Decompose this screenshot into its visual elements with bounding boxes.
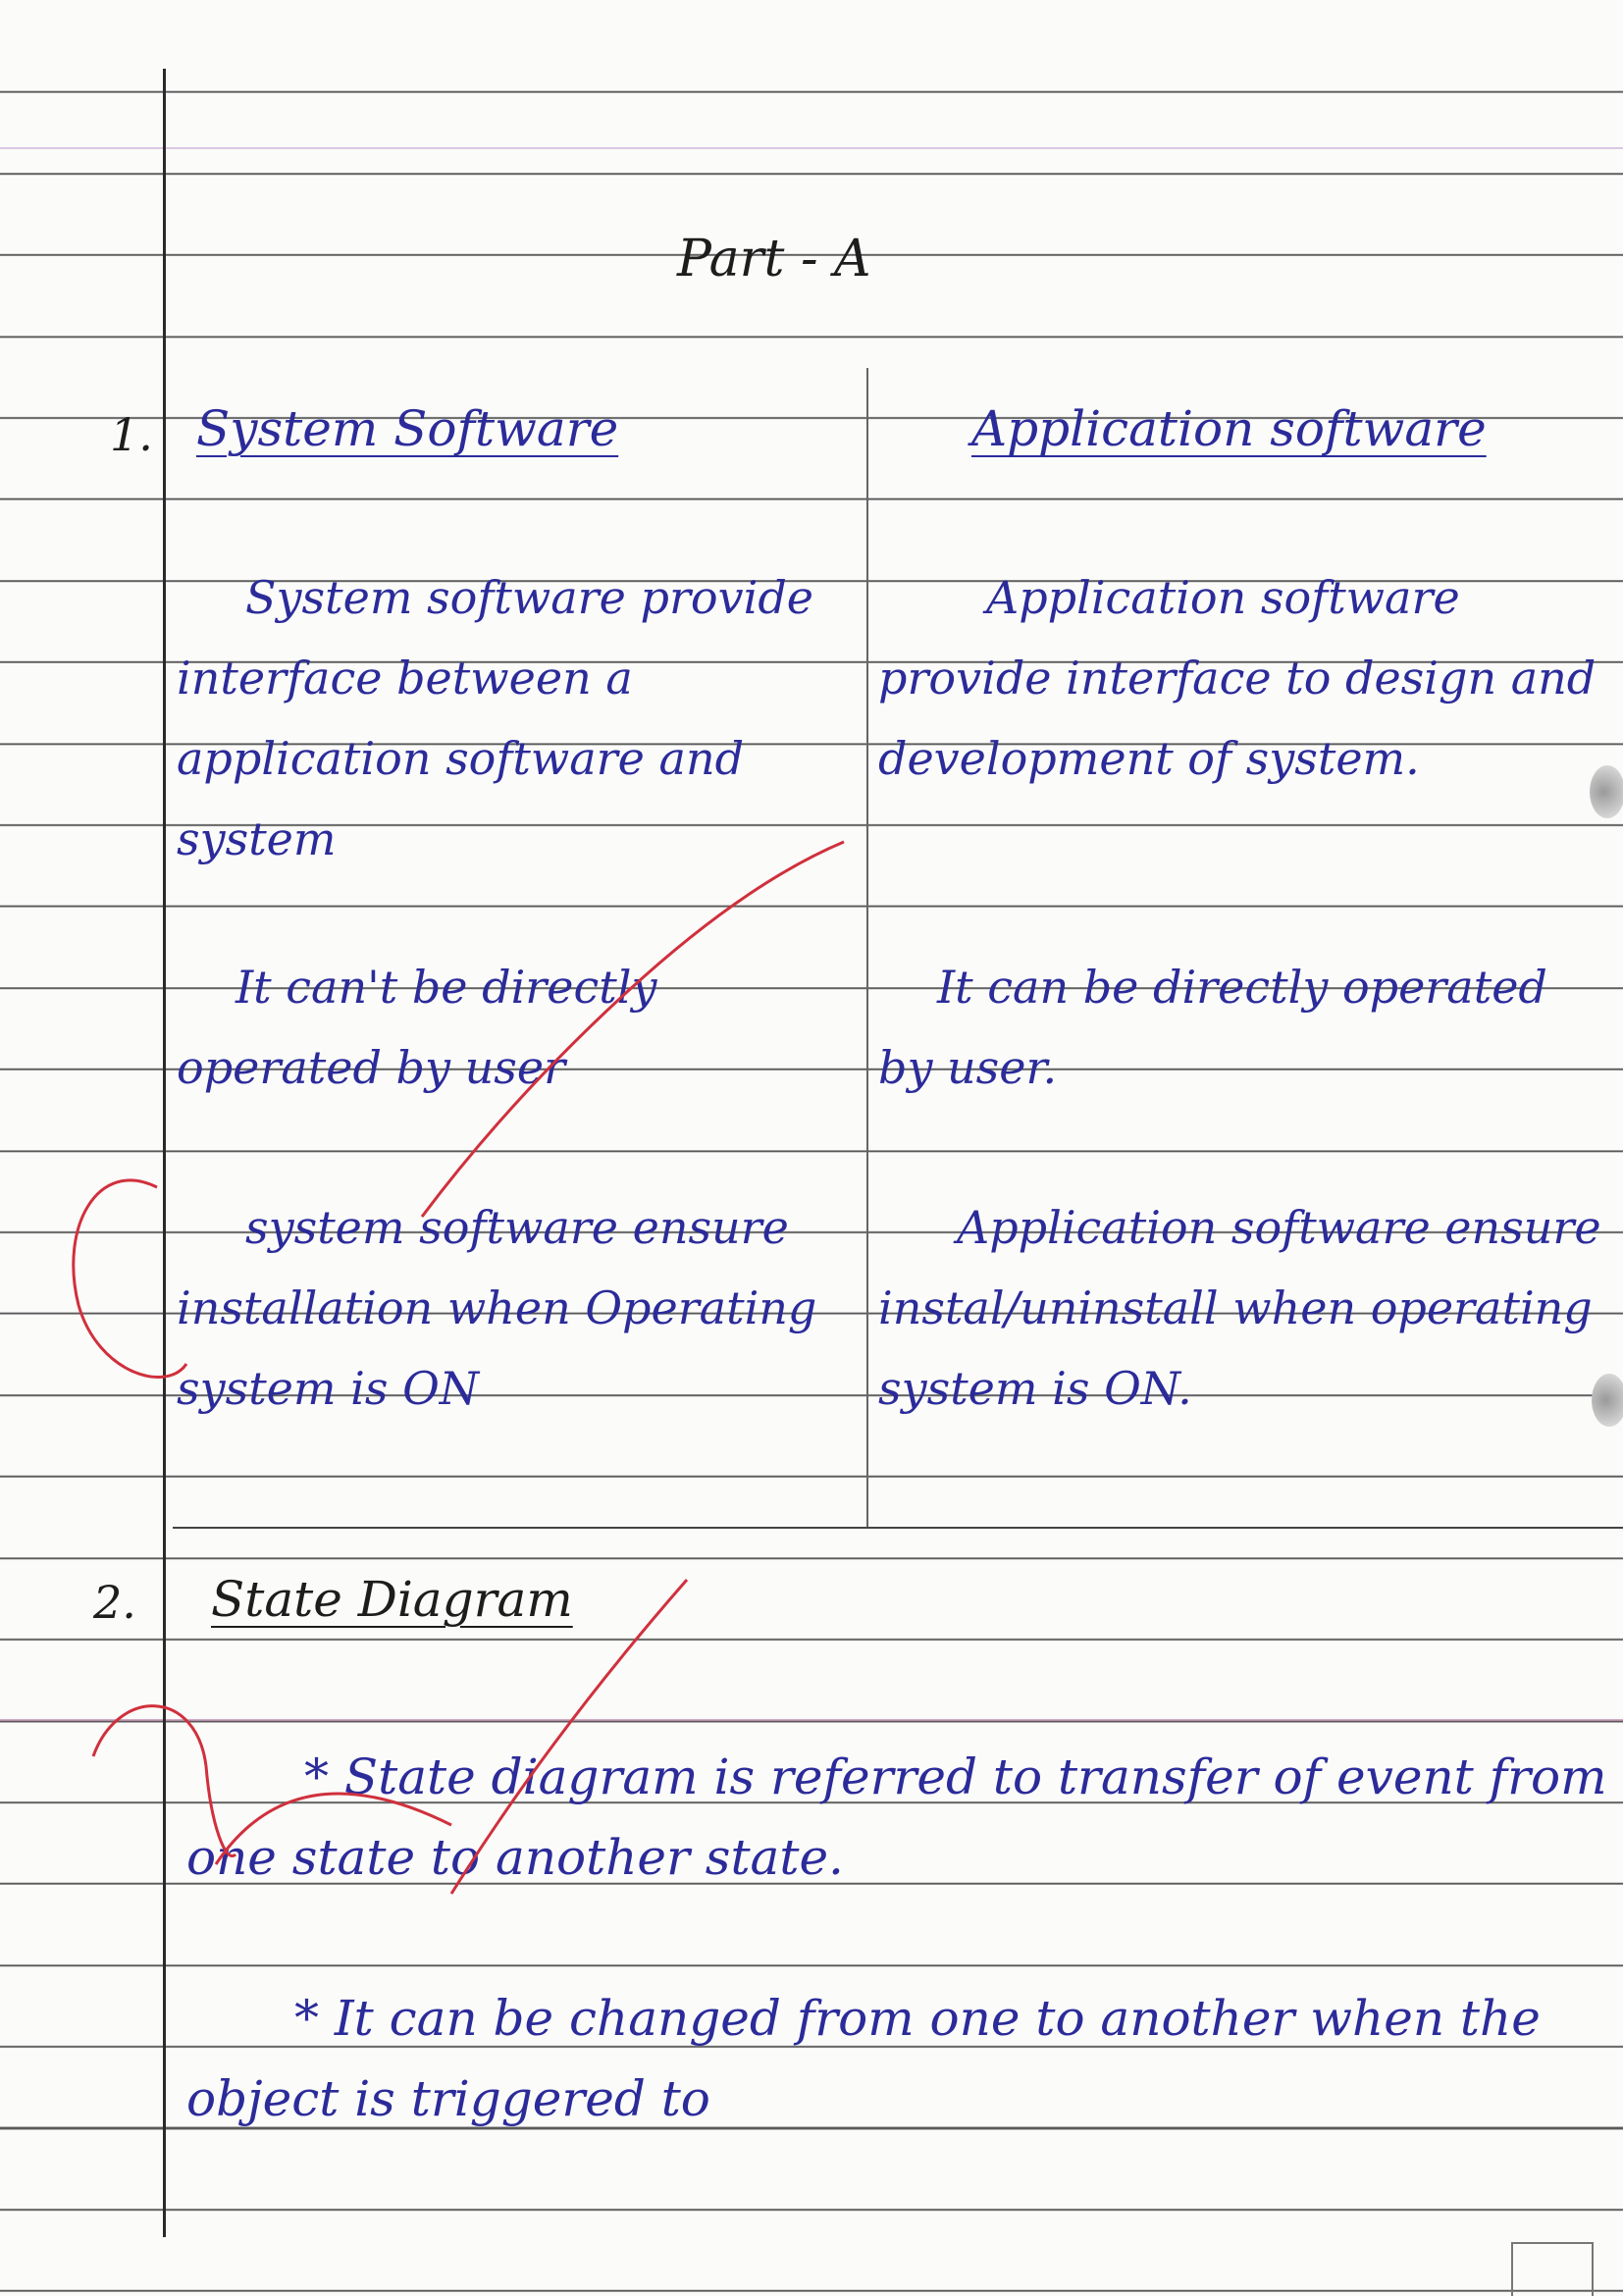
table-cell-left: System software provide interface between a application software and system	[177, 571, 813, 865]
paragraph: * State diagram is referred to transfer of event from one state to another state.	[186, 1748, 1607, 1886]
margin-mark	[74, 1180, 186, 1378]
table-heading-right: Application software	[971, 400, 1487, 457]
table-divider	[866, 368, 868, 1528]
table-heading-left: System Software	[196, 400, 619, 457]
table-cell-right: It can be directly operated by user.	[878, 961, 1547, 1094]
pink-rule	[0, 1719, 1623, 1721]
table-cell-left: It can't be directly operated by user	[177, 961, 657, 1094]
question-number-2: 2.	[93, 1576, 136, 1629]
question-number-1: 1.	[110, 408, 153, 461]
table-bottom-border	[173, 1527, 1623, 1529]
table-cell-right: Application software provide interface to design and development of system.	[878, 571, 1597, 785]
page-title: Part - A	[677, 230, 871, 288]
paragraph: * It can be changed from one to another when the object is triggered to	[186, 1990, 1541, 2127]
section-heading: State Diagram	[211, 1571, 573, 1628]
table-cell-left: system software ensure installation when Operating system is ON	[177, 1201, 817, 1415]
page-corner-box	[1511, 2242, 1594, 2296]
table-cell-right: Application software ensure instal/uninstall when operating system is ON.	[878, 1201, 1601, 1415]
header-band	[0, 147, 1623, 149]
margin-line	[163, 69, 166, 2237]
